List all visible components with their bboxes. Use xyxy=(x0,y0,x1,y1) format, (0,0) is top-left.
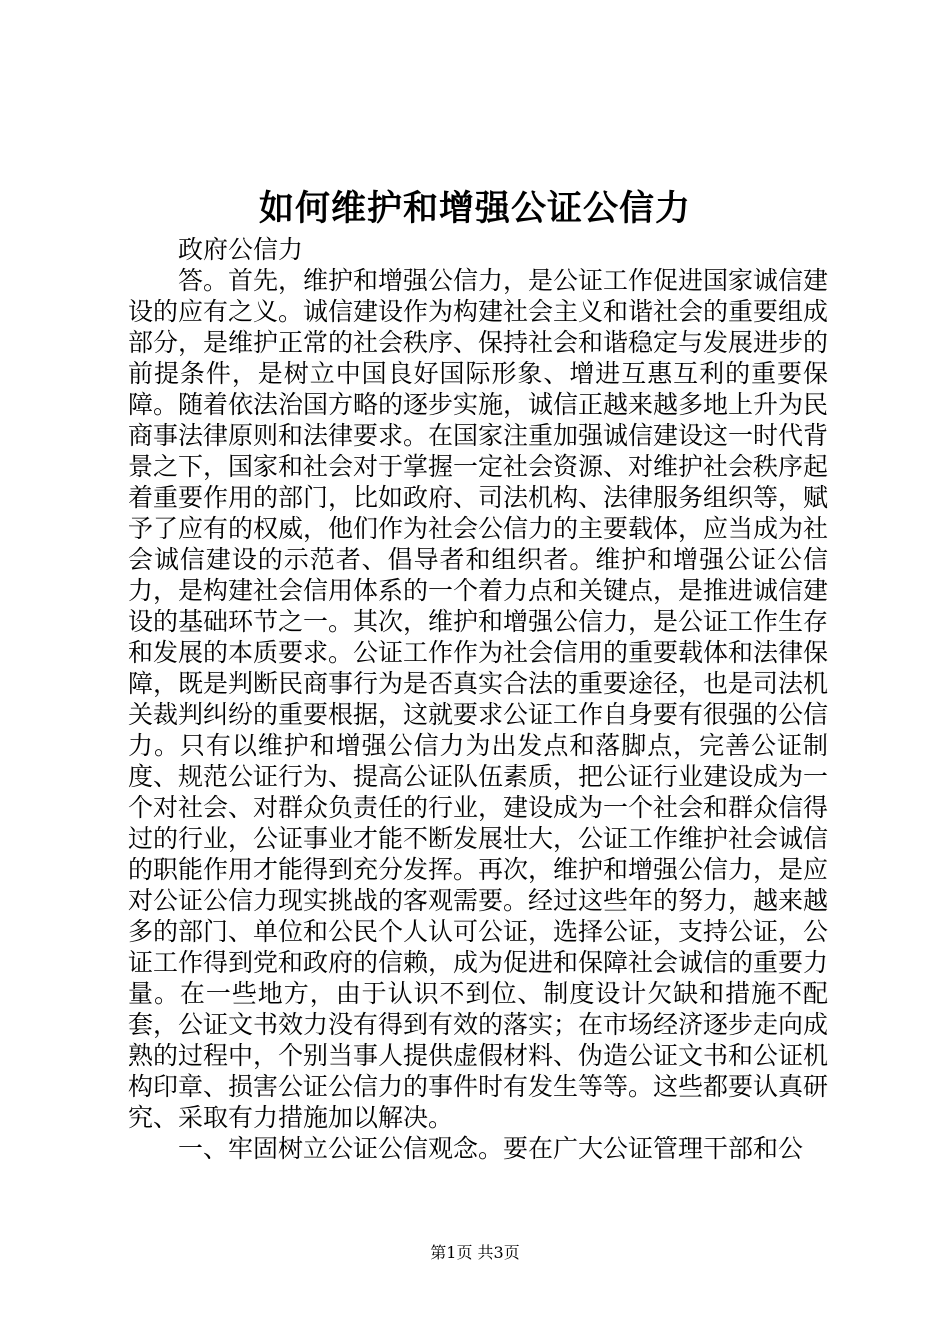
paragraph-heading: 政府公信力 xyxy=(178,235,304,264)
document-body xyxy=(128,234,828,1164)
page-number-footer: 第1页 共3页 xyxy=(430,1243,520,1262)
document-title: 如何维护和增强公证公信力 xyxy=(258,188,691,229)
paragraph-section-one: 一、牢固树立公证公信观念。要在广大公证管理干部和公 xyxy=(178,1134,804,1163)
paragraph-main: 答。首先，维护和增强公信力，是公证工作促进国家诚信建设的应有之义。诚信建设作为构建社会主义和谐社会的重要组成部分，是维护正常的社会秩序、保持社会和谐稳定与发展进步的前提条件，是树立中国良好国际形象、增进互惠互利的重要保障。随着依法治国方略的逐步实施，诚信正越来越多地上升为民商事法律原则和法律要求。在国家注重加强诚信建设这一时代背景之下，国家和社会对于掌握一定社会资源、对维护社会秩序起着重要作用的部门，比如政府、司法机构、法律服务组织等，赋予了应有的权威，他们作为社会公信力的主要载体，应当成为社会诚信建设的示范者、倡导者和组织者。维护和增强公证公信力，是构建社会信用体系的一个着力点和关键点，是推进诚信建设的基础环节之一。其次，维护和增强公信力，是公证工作生存和发展的本质要求。公证工作作为社会信用的重要载体和法律保障，既是判断民商事行为是否真实合法的重要途径，也是司法机关裁判纠纷的重要根据，这就要求公证工作自身要有很强的公信力。只有以维护和增强公信力为出发点和落脚点，完善公证制度、规范公证行为、提高公证队伍素质，把公证行业建设成为一个对社会、对群众负责任的行业，建设成为一个社会和群众信得过的行业，公证事业才能不断发展壮大，公证工作维护社会诚信的职能作用才能得到充分发挥。再次，维护和增强公信力，是应对公证公信力现实挑战的客观需要。经过这些年的努力，越来越多的部门、单位和公民个人认可公证，选择公证，支持公证，公证工作得到党和政府的信赖，成为促进和保障社会诚信的重要力量。在一些地方，由于认识不到位、制度设计欠缺和措施不配套，公证文书效力没有得到有效的落实；在市场经济逐步走向成熟的过程中，个别当事人提供虚假材料、伪造公证文书和公证机构印章、损害公证公信力的事件时有发生等等。这些都要认真研究、采取有力措施加以解决。 xyxy=(128,266,829,1132)
